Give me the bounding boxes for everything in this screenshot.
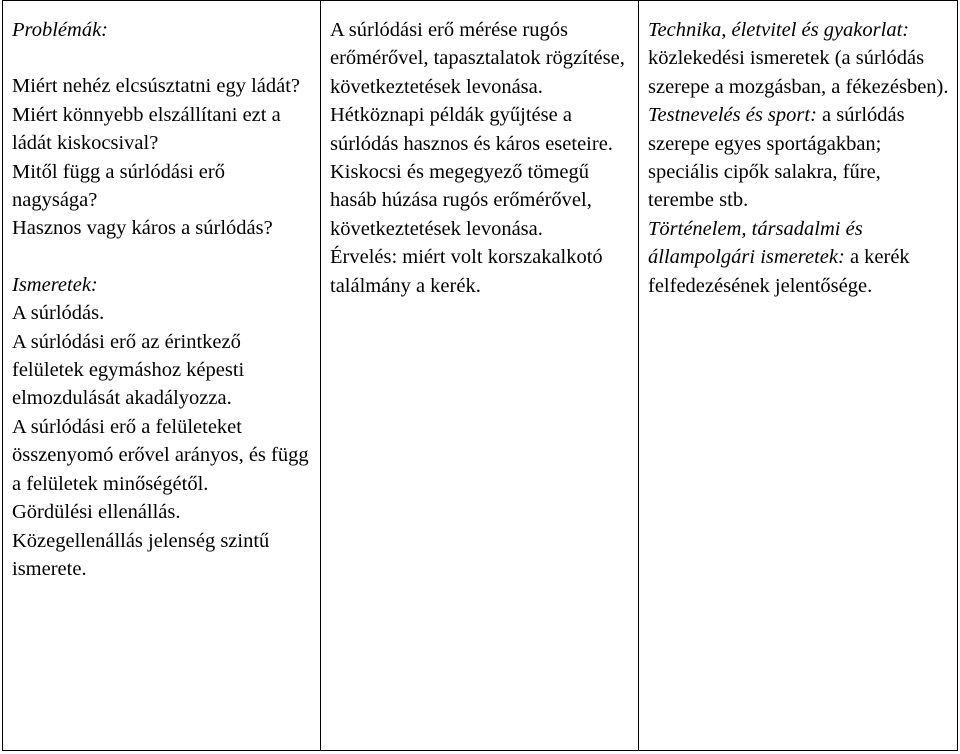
connection-item [648, 215, 949, 300]
problem-item: Hasznos vagy káros a súrlódás? [12, 217, 273, 240]
knowledge-item: A súrlódási erő a felületeket összenyomó erővel arányos, és függ a felületek minőségétől. [12, 415, 309, 495]
connection-subject: Testnevelés és sport: [648, 104, 817, 127]
activity-item: Érvelés: miért volt korszakalkotó találmány a kerék. [330, 246, 603, 297]
connection-text: a súrlódás szerepe egyes sportágakban; speciális cipők salakra, fűre, terembe stb. [648, 104, 905, 212]
activity-item: Kiskocsi és megegyező tömegű hasáb húzása rugós erőmérővel, következtetések levonása. [330, 161, 592, 240]
problem-item: Mitől függ a súrlódási erő nagysága? [12, 160, 225, 212]
knowledge-item: Közegellenállás jelenség szintű ismerete. [12, 529, 270, 580]
connection-item [648, 16, 949, 101]
curriculum-table [2, 0, 958, 751]
activity-item: A súrlódási erő mérése rugós erőmérővel, tapasztalatok rögzítése, következtetések levonása. [330, 19, 625, 98]
knowledge-heading: Ismeretek: [12, 273, 98, 296]
connection-text: közlekedési ismeretek (a súrlódás szerepe a mozgásban, a fékezésben). [648, 47, 949, 98]
problems-heading: Problémák: [12, 19, 109, 41]
spacer [12, 243, 312, 271]
spacer [12, 44, 312, 72]
connections-cell [639, 1, 958, 751]
connection-text: a kerék felfedezésének jelentősége. [648, 246, 910, 297]
connection-item [648, 101, 949, 215]
connection-subject: Technika, életvitel és gyakorlat: [648, 19, 910, 41]
connection-subject: Történelem, társadalmi és állampolgári ismeretek: [648, 217, 863, 269]
table-row [3, 1, 958, 751]
activities-cell [321, 1, 639, 751]
knowledge-item: A súrlódási erő az érintkező felületek egymáshoz képesti elmozdulását akadályozza. [12, 330, 245, 410]
problems-knowledge-cell [3, 1, 321, 751]
problem-item: Miért nehéz elcsúsztatni egy ládát? [12, 75, 301, 98]
knowledge-item: Gördülési ellenállás. [12, 501, 181, 524]
problem-item: Miért könnyebb elszállítani ezt a ládát kiskocsival? [12, 103, 281, 155]
activity-item: Hétköznapi példák gyűjtése a súrlódás hasznos és káros eseteire. [330, 104, 613, 155]
knowledge-item: A súrlódás. [12, 302, 105, 325]
